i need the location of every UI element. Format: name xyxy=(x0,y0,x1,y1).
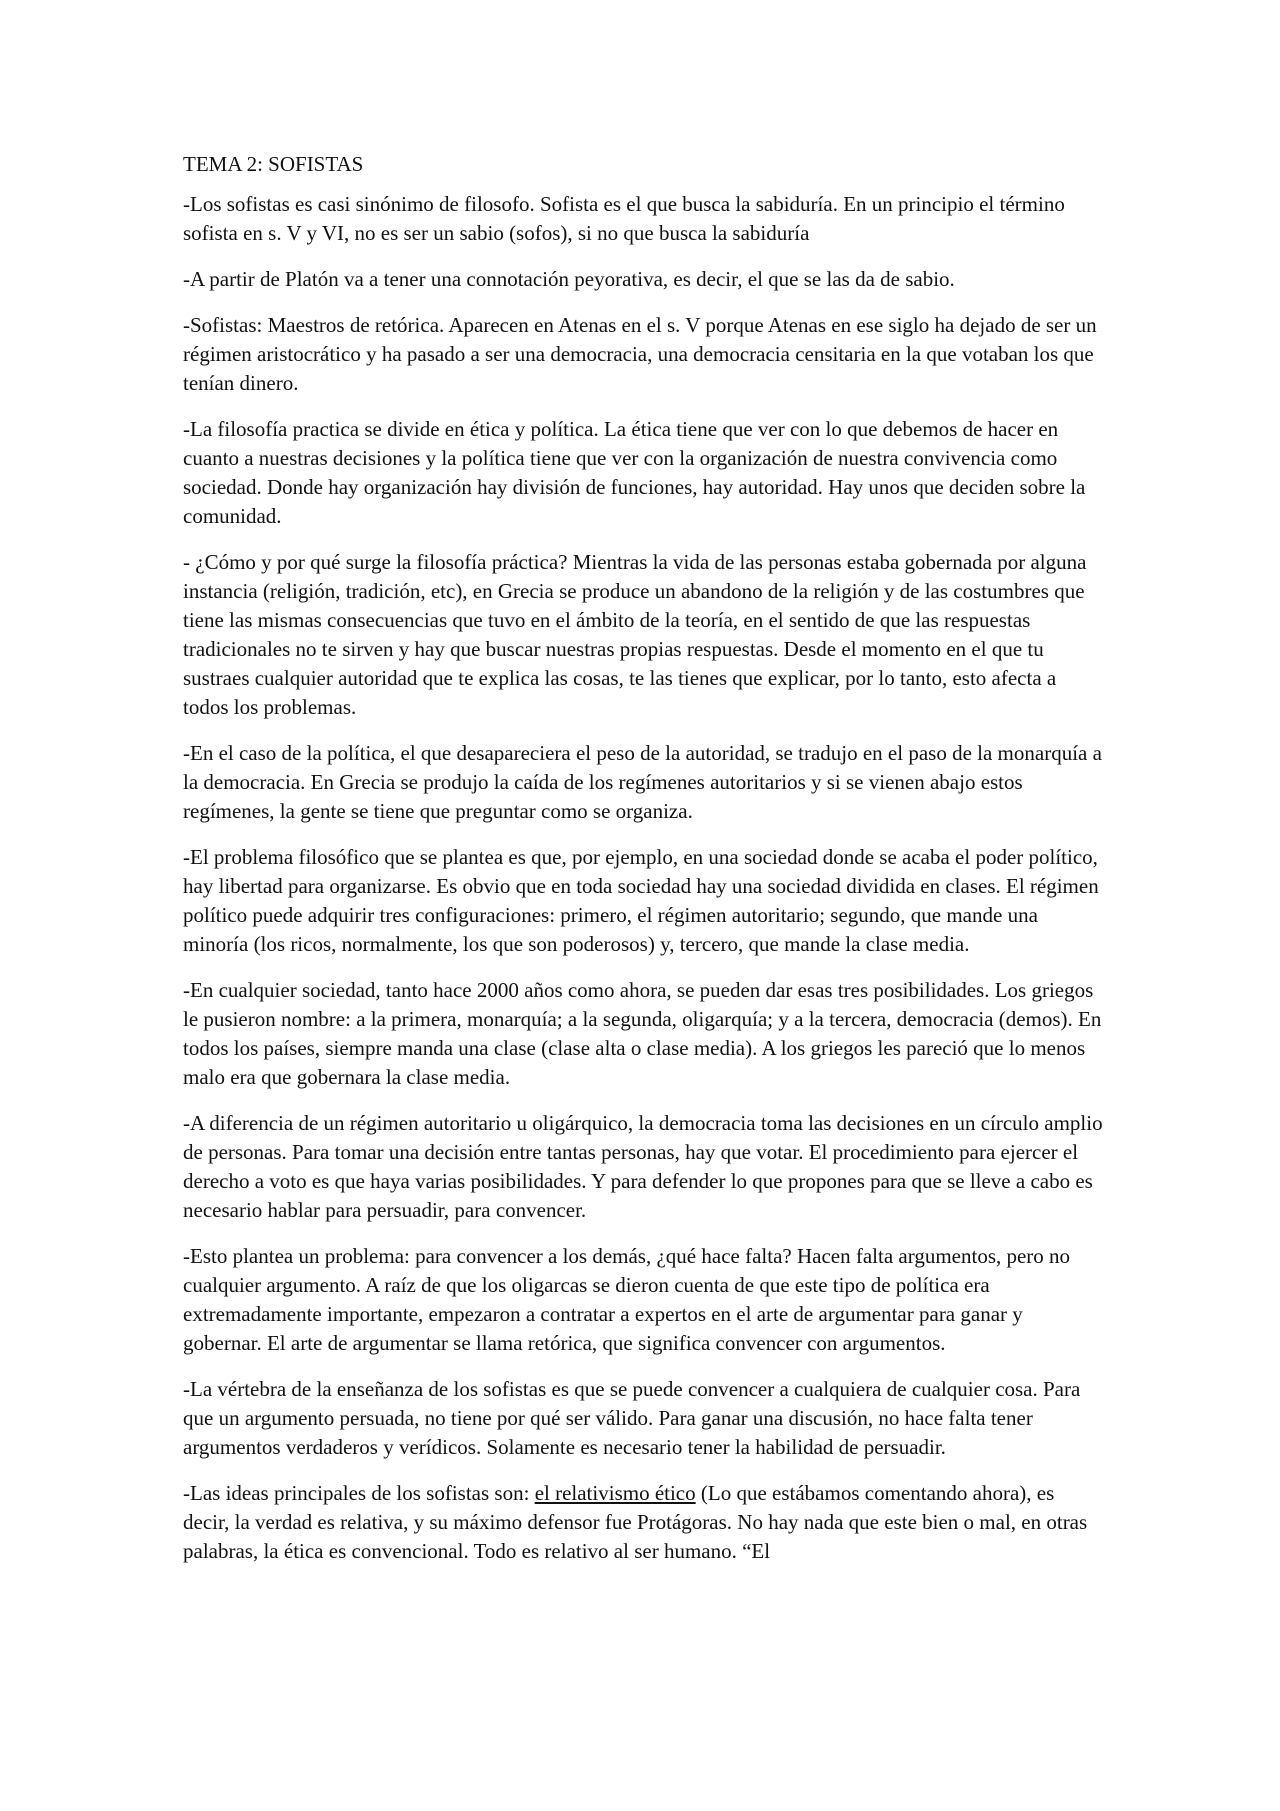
paragraph-last xyxy=(183,1479,1103,1566)
paragraph: -En cualquier sociedad, tanto hace 2000 años como ahora, se pueden dar esas tres posibilidades. Los griegos le pusieron nombre: a la primera, monarquía; a la segunda, oligarquía; y a la tercera, democracia (demos). En todos los países, siempre manda una clase (clase alta o clase media). A los griegos les pareció que lo menos malo era que gobernara la clase media. xyxy=(183,978,1102,1089)
paragraph: -Sofistas: Maestros de retórica. Aparecen en Atenas en el s. V porque Atenas en ese siglo ha dejado de ser un régimen aristocrático y ha pasado a ser una democracia, una democracia censitaria en la que votaban los que tenían dinero. xyxy=(183,313,1097,395)
document-title: TEMA 2: SOFISTAS xyxy=(183,152,364,176)
paragraph: -A partir de Platón va a tener una connotación peyorativa, es decir, el que se las da de sabio. xyxy=(183,267,955,291)
paragraph: - ¿Cómo y por qué surge la filosofía práctica? Mientras la vida de las personas estaba gobernada por alguna instancia (religión, tradición, etc), en Grecia se produce un abandono de la religión y de las costumbres que tiene las mismas consecuencias que tuvo en el ámbito de la teoría, en el sentido de que las respuestas tradicionales no te sirven y hay que buscar nuestras propias respuestas. Desde el momento en el que tu sustraes cualquier autoridad que te explica las cosas, te las tienes que explicar, por lo tanto, esto afecta a todos los problemas. xyxy=(183,550,1087,719)
paragraph: -Los sofistas es casi sinónimo de filosofo. Sofista es el que busca la sabiduría. En un principio el término sofista en s. V y VI, no es ser un sabio (sofos), si no que busca la sabiduría xyxy=(183,192,1065,245)
paragraph: -A diferencia de un régimen autoritario u oligárquico, la democracia toma las decisiones en un círculo amplio de personas. Para tomar una decisión entre tantas personas, hay que votar. El procedimiento para ejercer el derecho a voto es que haya varias posibilidades. Y para defender lo que propones para que se lleve a cabo es necesario hablar para persuadir, para convencer. xyxy=(183,1111,1103,1222)
paragraph: -El problema filosófico que se plantea es que, por ejemplo, en una sociedad donde se acaba el poder político, hay libertad para organizarse. Es obvio que en toda sociedad hay una sociedad dividida en clases. El régimen político puede adquirir tres configuraciones: primero, el régimen autoritario; segundo, que mande una minoría (los ricos, normalmente, los que son poderosos) y, tercero, que mande la clase media. xyxy=(183,845,1099,956)
paragraph: -La filosofía practica se divide en ética y política. La ética tiene que ver con lo que debemos de hacer en cuanto a nuestras decisiones y la política tiene que ver con la organización de nuestra convivencia como sociedad. Donde hay organización hay división de funciones, hay autoridad. Hay unos que deciden sobre la comunidad. xyxy=(183,417,1086,528)
paragraph: -La vértebra de la enseñanza de los sofistas es que se puede convencer a cualquiera de cualquier cosa. Para que un argumento persuada, no tiene por qué ser válido. Para ganar una discusión, no hace falta tener argumentos verdaderos y verídicos. Solamente es necesario tener la habilidad de persuadir. xyxy=(183,1377,1081,1459)
underlined-term: el relativismo ético xyxy=(534,1481,696,1505)
paragraph: -En el caso de la política, el que desapareciera el peso de la autoridad, se tradujo en el paso de la monarquía a la democracia. En Grecia se produjo la caída de los regímenes autoritarios y si se vienen abajo estos regímenes, la gente se tiene que preguntar como se organiza. xyxy=(183,741,1102,823)
paragraph-text: -Las ideas principales de los sofistas son: xyxy=(183,1481,535,1505)
document-body xyxy=(183,150,1103,1583)
paragraph-text: (Lo que estábamos comentando ahora), es decir, la verdad es relativa, y su máximo defensor fue Protágoras. No hay nada que este bien o mal, en otras palabras, la ética es convencional. Todo es relativo al ser humano. “El xyxy=(183,1481,1088,1563)
paragraph: -Esto plantea un problema: para convencer a los demás, ¿qué hace falta? Hacen falta argumentos, pero no cualquier argumento. A raíz de que los oligarcas se dieron cuenta de que este tipo de política era extremadamente importante, empezaron a contratar a expertos en el arte de argumentar para ganar y gobernar. El arte de argumentar se llama retórica, que significa convencer con argumentos. xyxy=(183,1244,1071,1355)
